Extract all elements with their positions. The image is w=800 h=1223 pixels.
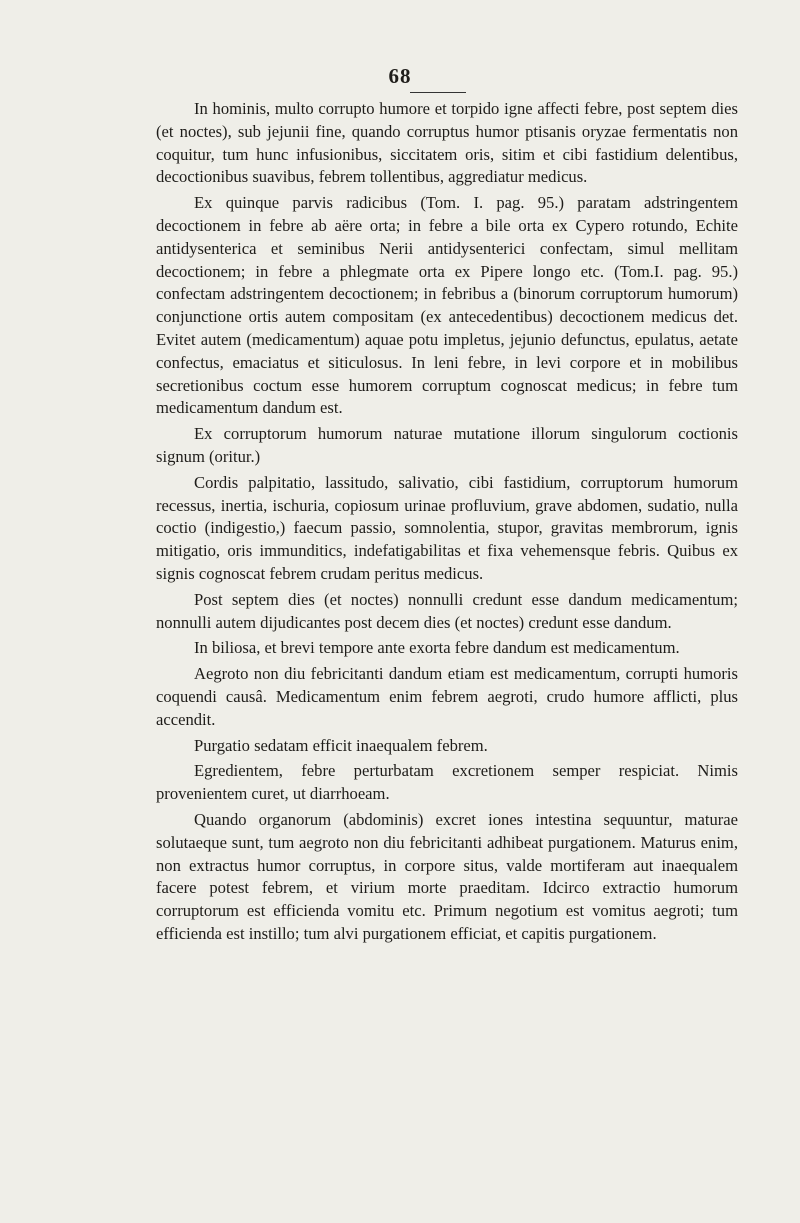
paragraph-5: Post septem dies (et noctes) nonnulli credunt esse dandum medicamentum; nonnulli autem dijudicantes post decem dies (et noctes) credunt esse dandum.: [156, 589, 738, 632]
body-text: [156, 98, 738, 946]
paragraph-3: Ex corruptorum humorum naturae mutatione illorum singulorum coctionis signum (oritur.): [156, 424, 738, 466]
paragraph-7: Aegroto non diu febricitanti dandum etiam est medicamentum, corrupti humoris coquendi causâ. Medicamentum enim febrem aegroti, crudo humore afflicti, plus accendit.: [156, 664, 738, 729]
paragraph-10: Quando organorum (abdominis) excret iones intestina sequuntur, maturae solutaeque sunt, tum aegroto non diu febricitanti adhibeat purgationem. Maturus enim, non extractus humor corruptus, in corpore situs, valde mortiferam aut inaequalem facere potest febrem, et virium morte praeditam. Idcirco extractio humorum corruptorum est efficienda vomitu etc. Primum negotium est vomitus aegroti; tum efficienda est instillo; tum alvi purgationem efficiat, et capitis purgationem.: [156, 809, 738, 943]
paragraph-2: Ex quinque parvis radicibus (Tom. I. pag. 95.) paratam adstringentem decoctionem in febre ab aëre orta; in febre a bile orta ex Cypero rotundo, Echite antidysenterica et seminibus Nerii antidysenterici confectam, simul mellitam decoctionem; in febre a phlegmate orta ex Pipere longo etc. (Tom.I. pag. 95.) confectam adstringentem decoctionem; in febribus a (binorum corruptorum humorum) conjunctione ortis autem compositam (ex antecedentibus) decoctionem medicus det. Evitet autem (medicamentum) aquae potu impletus, jejunio defunctus, epulatus, aetate confectus, emaciatus et siticulosus. In leni febre, in levi corpore et in mobilibus secretionibus coctum esse humorem corruptum cognoscat medicus; in febre tum medicamentum dandum est.: [156, 193, 738, 418]
paragraph-6: In biliosa, et brevi tempore ante exorta febre dandum est medicamentum.: [194, 638, 680, 658]
page-number-rule: [410, 92, 466, 93]
paragraph-8: Purgatio sedatam efficit inaequalem febrem.: [194, 735, 488, 755]
paragraph-9: Egredientem, febre perturbatam excretionem semper respiciat. Nimis provenientem curet, ut diarrhoeam.: [156, 761, 738, 804]
paragraph-1: In hominis, multo corrupto humore et torpido igne affecti febre, post septem dies (et noctes), sub jejunii fine, quando corruptus humor ptisanis oryzae fermentatis non coquitur, tum hunc infusionibus, siccitatem oris, sitim et cibi fastidium delentibus, decoctionibus suavibus, febrem tollentibus, aggrediatur medicus.: [156, 99, 738, 187]
page-number: 68: [388, 64, 412, 88]
paragraph-4: Cordis palpitatio, lassitudo, salivatio, cibi fastidium, corruptorum humorum recessus, inertia, ischuria, copiosum urinae profluvium, grave abdomen, sudatio, nulla coctio (indigestio,) faecum passio, somnolentia, stupor, gravitas membrorum, ignis mitigatio, oris immunditics, indefatigabilitas et fixa vehemensque febris. Quibus ex signis cognoscat febrem crudam peritus medicus.: [156, 472, 738, 583]
